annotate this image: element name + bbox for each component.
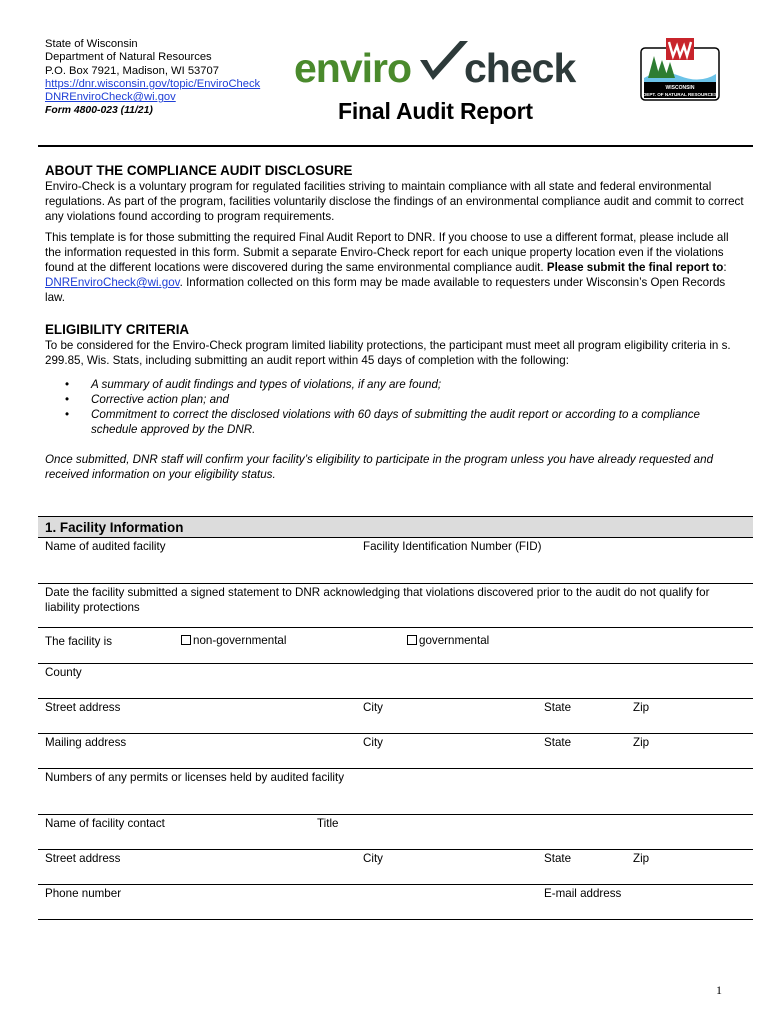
permits-row [38, 769, 753, 815]
header-divider [38, 145, 753, 147]
non-governmental-option[interactable]: non-governmental [181, 633, 286, 648]
facility-name-label: Name of audited facility [45, 540, 166, 553]
agency-line: State of Wisconsin [45, 38, 138, 50]
city-label: City [363, 701, 383, 714]
phone-row [38, 885, 753, 920]
list-item: • A summary of audit findings and types of violations, if any are found; [45, 377, 745, 392]
dnr-logo-line1: WISCONSIN [665, 85, 695, 91]
agency-line: Department of Natural Resources [45, 51, 212, 64]
about-heading: ABOUT THE COMPLIANCE AUDIT DISCLOSURE [45, 163, 353, 178]
phone-label: Phone number [45, 887, 122, 900]
dnr-logo [640, 38, 720, 102]
contact-label: Name of facility contact [45, 817, 165, 830]
facility-name-row [38, 538, 753, 584]
permits-label: Numbers of any permits or licenses held by audited facility [45, 771, 344, 784]
eligibility-intro: To be considered for the Enviro-Check program limited liability protections, the participant must meet all program eligibility criteria in s. 299.85, Wis. Stats, including submitting an audit report within 45 days of completion with the following: [45, 339, 731, 367]
list-item: • Corrective action plan; and [45, 392, 745, 407]
state-label: State [544, 701, 572, 714]
eligibility-heading: ELIGIBILITY CRITERIA [45, 322, 190, 337]
governmental-option[interactable]: governmental [407, 633, 489, 648]
county-row [38, 664, 753, 699]
agency-line: P.O. Box 7921, Madison, WI 53707 [45, 64, 219, 77]
contact-street-label: Street address [45, 852, 121, 865]
about-paragraph-1: Enviro-Check is a voluntary program for regulated facilities striving to maintain compliance with all state and federal environmental regulations. As part of the program, facilities voluntarily disclose the findings of an environmental compliance audit and commit to correct any violations found according to program requirements. [45, 180, 744, 223]
email-label: E-mail address [544, 887, 622, 900]
county-label: County [45, 666, 82, 679]
street-label: Street address [45, 701, 121, 714]
mailing-city-label: City [363, 736, 383, 749]
about-section [45, 163, 745, 305]
form-number: Form 4800-023 (11/21) [45, 105, 153, 117]
mailing-row [38, 734, 753, 769]
list-item: • Commitment to correct the disclosed violations with 60 days of submitting the audit report or according to a compliance schedule approved by the DNR. [45, 407, 745, 437]
street-row [38, 699, 753, 734]
fid-label: Facility Identification Number (FID) [363, 540, 542, 553]
non-governmental-checkbox[interactable] [181, 635, 191, 645]
page-title: Final Audit Report [338, 98, 533, 124]
date-label: Date the facility submitted a signed statement to DNR acknowledging that violations discovered prior to the audit do not qualify for liability protections [45, 586, 710, 614]
submit-instruction: Please submit the final report to [546, 261, 724, 274]
eligibility-note: Once submitted, DNR staff will confirm your facility’s eligibility to participate in the program unless you have already requested and received information on your eligibility status. [45, 453, 714, 481]
page-number: 1 [716, 983, 722, 997]
contact-zip-label: Zip [633, 852, 650, 865]
contact-city-label: City [363, 852, 383, 865]
facility-type-label: The facility is [45, 635, 113, 648]
checkmark-icon [420, 41, 468, 80]
mailing-zip-label: Zip [633, 736, 650, 749]
logo-text-check: check [464, 45, 576, 90]
logo-text-enviro: enviro [294, 45, 412, 90]
agency-info [45, 38, 260, 118]
dnr-logo-line2: DEPT. OF NATURAL RESOURCES [642, 92, 718, 97]
facility-section-title: 1. Facility Information [45, 520, 184, 535]
about-paragraph-2: This template is for those submitting the required Final Audit Report to DNR. If you choose to use a different format, please include all the information requested in this form. Submit a separate Enviro-Check report for each unique property location even if the violations found at the different locations were discovered during the same environmental compliance audit. Please submit the final report to: DNREnviroCheck@wi.gov. Information collected on this form may be made available to requesters under Wisconsin’s Open Records law. [45, 231, 729, 304]
eligibility-list [45, 377, 745, 437]
date-row [38, 584, 753, 628]
contact-street-row [38, 850, 753, 885]
facility-section-header [38, 516, 753, 538]
eligibility-section [45, 322, 745, 482]
mailing-state-label: State [544, 736, 572, 749]
mailing-label: Mailing address [45, 736, 127, 749]
zip-label: Zip [633, 701, 650, 714]
envirocheck-logo [292, 38, 592, 90]
governmental-checkbox[interactable] [407, 635, 417, 645]
contact-state-label: State [544, 852, 572, 865]
submit-email-link[interactable]: DNREnviroCheck@wi.gov [45, 276, 180, 289]
facility-type-row [38, 628, 753, 664]
program-url-link[interactable]: https://dnr.wisconsin.gov/topic/EnviroCheck [45, 77, 261, 90]
title-label: Title [317, 817, 339, 830]
contact-row [38, 815, 753, 850]
program-email-link[interactable]: DNREnviroCheck@wi.gov [45, 91, 176, 104]
